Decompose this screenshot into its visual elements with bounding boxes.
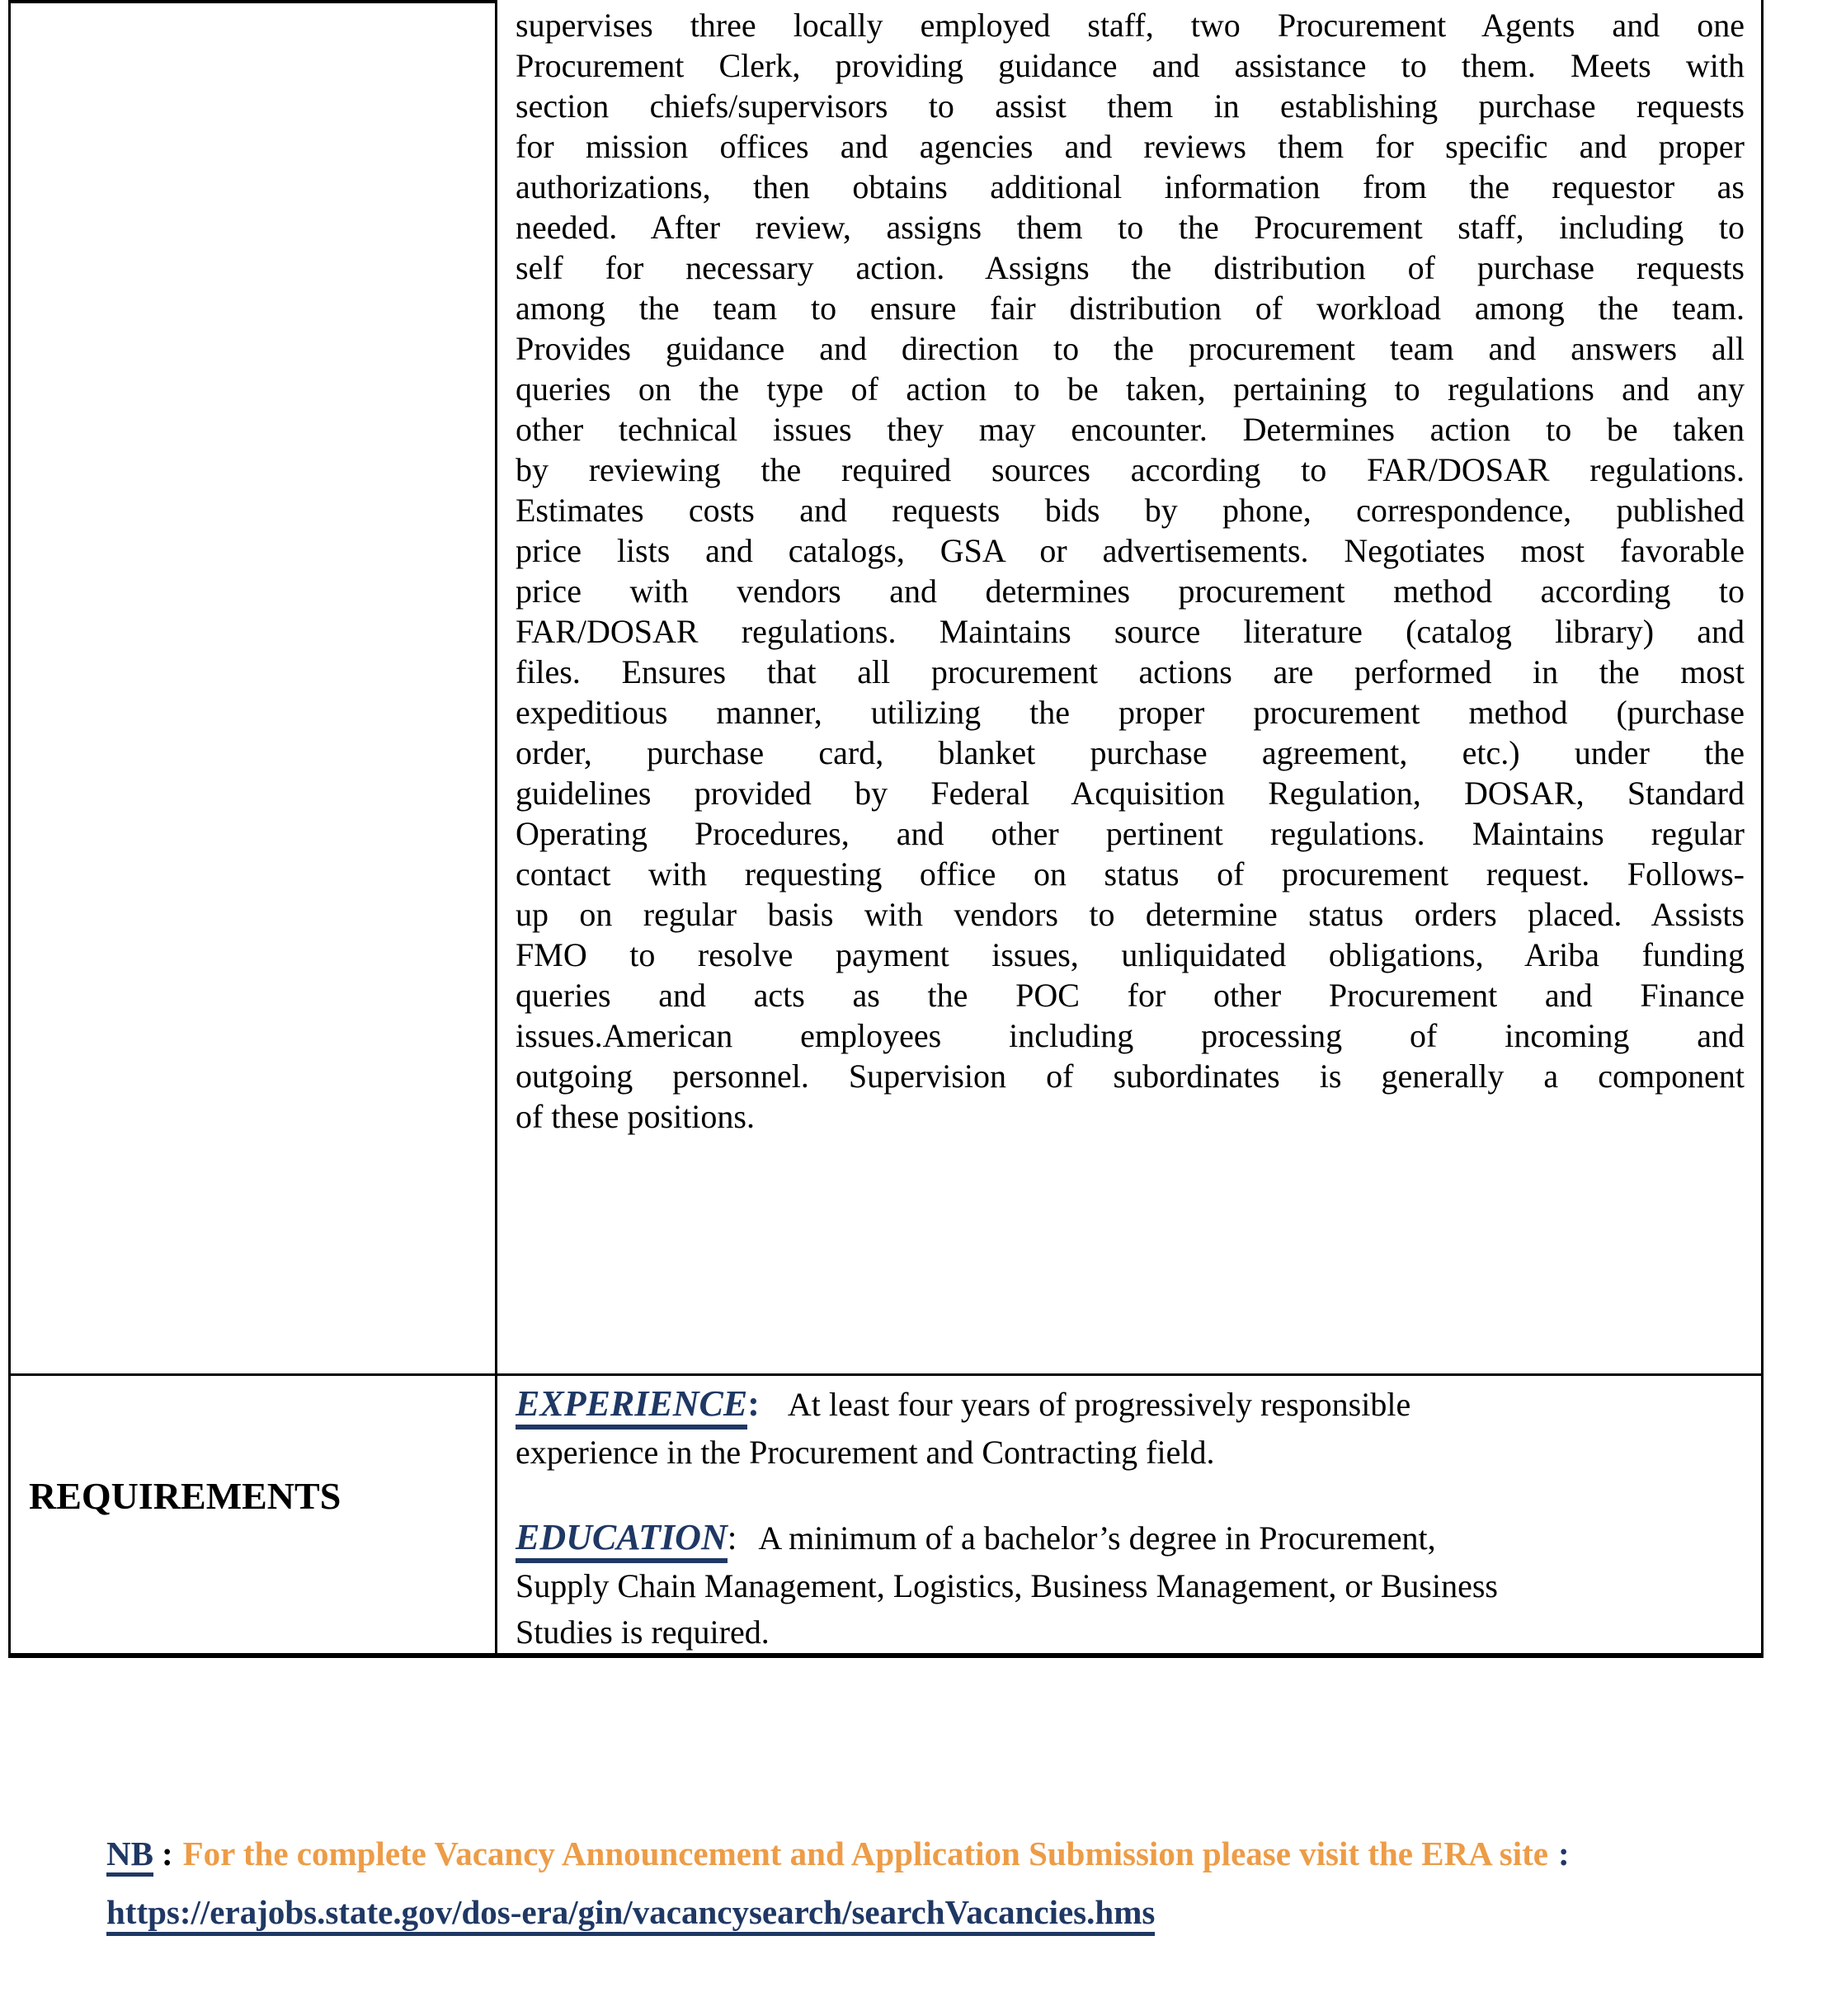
duties-text-line: authorizations, then obtains additional information from the requestor as [516, 168, 1745, 205]
duties-text-line: section chiefs/supervisors to assist them in establishing purchase requests [516, 87, 1745, 125]
duties-text-line: files. Ensures that all procurement actions are performed in the most [516, 653, 1745, 690]
duties-text-cell [497, 0, 1761, 1373]
duties-text-line: expeditious manner, utilizing the proper procurement method (purchase [516, 694, 1745, 731]
duties-text-line: guidelines provided by Federal Acquisition Regulation, DOSAR, Standard [516, 775, 1745, 812]
duties-text-line: Operating Procedures, and other pertinent regulations. Maintains regular [516, 815, 1745, 852]
education-heading: EDUCATION [516, 1519, 728, 1563]
duties-text-line: FMO to resolve payment issues, unliquidated obligations, Ariba funding [516, 936, 1745, 973]
duties-row [11, 0, 1761, 1373]
education-heading-colon: : [727, 1519, 737, 1557]
duties-text-line: issues.American employees including processing of incoming and [516, 1017, 1745, 1054]
experience-heading: EXPERIENCE [516, 1385, 747, 1430]
duties-text-line: among the team to ensure fair distribution of workload among the team. [516, 290, 1745, 327]
duties-text-line: other technical issues they may encounter. Determines action to be taken [516, 411, 1745, 448]
duties-text-line: self for necessary action. Assigns the distribution of purchase requests [516, 249, 1745, 286]
duties-text-line: of these positions. [516, 1098, 755, 1135]
duties-label-cell-empty [11, 0, 497, 1373]
duties-text-line: queries and acts as the POC for other Procurement and Finance [516, 977, 1745, 1014]
education-line-2: Supply Chain Management, Logistics, Business Management, or Business [516, 1567, 1498, 1604]
education-text: A minimum of a bachelor’s degree in Procurement, [758, 1519, 1436, 1557]
duties-text-line: needed. After review, assigns them to the Procurement staff, including to [516, 209, 1745, 246]
experience-line-2: experience in the Procurement and Contracting field. [516, 1434, 1215, 1471]
requirements-text-cell [497, 1376, 1761, 1653]
vacancy-announcement-table [8, 0, 1764, 1658]
experience-section [516, 1381, 1745, 1476]
era-notice-colon: : [1557, 1835, 1570, 1872]
requirements-label-cell [11, 1376, 497, 1653]
nb-line [106, 1831, 1570, 1877]
education-line-1 [516, 1515, 1745, 1563]
duties-text-line: supervises three locally employed staff, two Procurement Agents and one [516, 7, 1745, 44]
duties-paragraph [516, 5, 1745, 1137]
duties-text-line: queries on the type of action to be taken, pertaining to regulations and any [516, 370, 1745, 407]
duties-text-line: Provides guidance and direction to the procurement team and answers all [516, 330, 1745, 367]
nb-colon: : [161, 1835, 173, 1872]
requirements-label: REQUIREMENTS [29, 1475, 341, 1517]
requirements-row [11, 1373, 1761, 1653]
duties-text-line: outgoing personnel. Supervision of subordinates is generally a component [516, 1057, 1745, 1095]
experience-text: At least four years of progressively responsible [787, 1386, 1411, 1423]
duties-text-line: FAR/DOSAR regulations. Maintains source literature (catalog library) and [516, 613, 1745, 650]
era-vacancy-search-link[interactable]: https://erajobs.state.gov/dos-era/gin/vacancysearch/searchVacancies.hms [106, 1894, 1155, 1936]
era-notice-text: For the complete Vacancy Announcement and Application Submission please visit the ERA site [182, 1835, 1548, 1872]
duties-text-line: Procurement Clerk, providing guidance and assistance to them. Meets with [516, 47, 1745, 84]
footer-note [106, 1831, 1570, 1936]
duties-text-line: contact with requesting office on status of procurement request. Follows- [516, 855, 1745, 893]
duties-text-line: price lists and catalogs, GSA or advertisements. Negotiates most favorable [516, 532, 1745, 569]
duties-text-line: order, purchase card, blanket purchase agreement, etc.) under the [516, 734, 1745, 771]
education-section [516, 1515, 1745, 1653]
url-line [106, 1890, 1570, 1936]
duties-text-line: for mission offices and agencies and reviews them for specific and proper [516, 128, 1745, 165]
education-line-3: Studies is required. [516, 1613, 770, 1651]
duties-text-line: Estimates costs and requests bids by phone, correspondence, published [516, 492, 1745, 529]
duties-text-line: up on regular basis with vendors to determine status orders placed. Assists [516, 896, 1745, 933]
duties-text-line: price with vendors and determines procurement method according to [516, 572, 1745, 610]
experience-heading-colon: : [747, 1383, 760, 1424]
nb-label: NB [106, 1835, 153, 1877]
duties-text-line: by reviewing the required sources according to FAR/DOSAR regulations. [516, 451, 1745, 488]
experience-line-1 [516, 1381, 1745, 1430]
